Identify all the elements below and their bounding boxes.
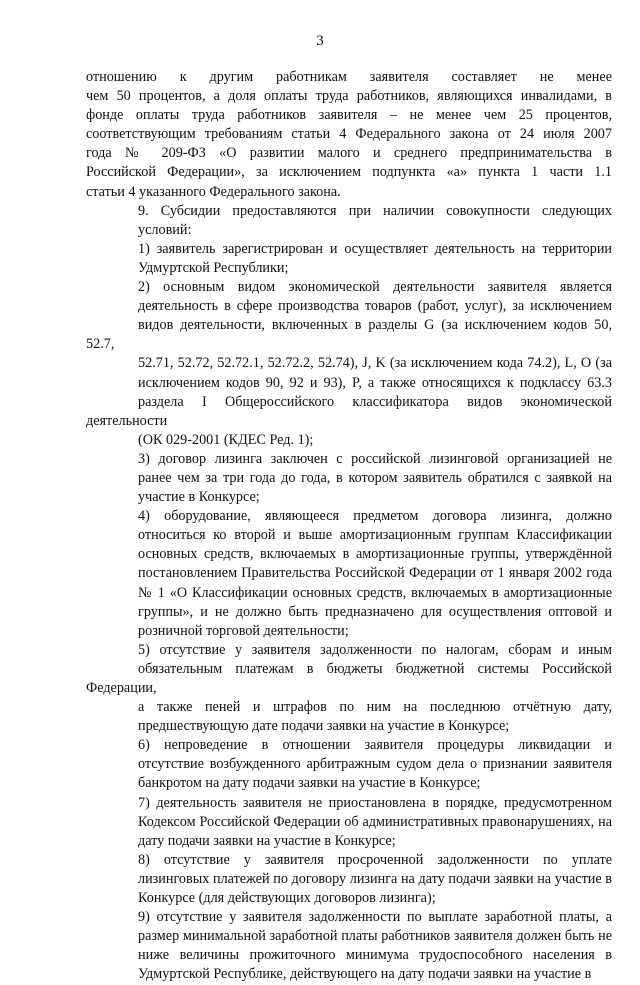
- paragraph: [86, 240, 612, 278]
- text-line: 8) отсутствие у заявителя просроченной задолженности по уплате: [138, 851, 612, 868]
- text-line: основных средств, включаемых в амортизационные группы, утверждённой: [138, 546, 612, 563]
- text-line: года № 209-ФЗ «О развитии малого и среднего предпринимательства в: [86, 145, 612, 162]
- paragraph: [86, 68, 612, 202]
- text-line: Удмуртской Республики;: [138, 259, 289, 276]
- text-line: 9) отсутствие у заявителя задолженности по выплате заработной платы, а: [138, 909, 612, 926]
- text-line: условий:: [138, 221, 192, 238]
- text-line: ранее чем за три года до года, в котором заявитель обратился с заявкой на: [138, 469, 612, 486]
- text-line: Удмуртской Республике, действующего на дату подачи заявки на участие в: [138, 966, 592, 983]
- text-line: 1) заявитель зарегистрирован и осуществляет деятельность на территории: [138, 240, 612, 257]
- text-line: относиться ко второй и выше амортизационным группам Классификации: [138, 527, 612, 544]
- text-line: 5) отсутствие у заявителя задолженности по налогам, сборам и иным: [138, 641, 612, 658]
- page-number: 3: [316, 33, 324, 49]
- text-line: а также пеней и штрафов по ним на последнюю отчётную дату,: [138, 699, 612, 716]
- text-line: 9. Субсидии предоставляются при наличии совокупности следующих: [138, 202, 612, 219]
- text-line: деятельность в сфере производства товаров (работ, услуг), за исключением: [138, 298, 612, 315]
- text-line: Кодексом Российской Федерации об административных правонарушениях, на: [138, 813, 612, 830]
- text-line: (ОК 029-2001 (КДЕС Ред. 1);: [138, 431, 314, 448]
- text-line: постановлением Правительства Российской Федерации от 1 января 2002 года: [138, 565, 612, 582]
- paragraph: [86, 278, 612, 450]
- paragraph: [86, 202, 612, 240]
- text-line: 52.71, 52.72, 52.72.1, 52.72.2, 52.74), J, K (за исключением кода 74.2), L, O (за: [138, 355, 612, 372]
- text-line: Конкурсе (для действующих договоров лизинга);: [138, 890, 436, 907]
- paragraph: [86, 908, 612, 984]
- text-line: раздела I Общероссийского классификатора видов экономической деятельности: [86, 393, 612, 429]
- paragraph: [86, 641, 612, 736]
- paragraph: [86, 851, 612, 908]
- text-line: отсутствие возбужденного арбитражным судом дела о признании заявителя: [138, 756, 612, 773]
- text-line: дату подачи заявки на участие в Конкурсе;: [138, 832, 396, 849]
- text-line: отношению к другим работникам заявителя составляет не менее: [86, 69, 612, 85]
- text-line: банкротом на дату подачи заявки на участие в Конкурсе;: [138, 775, 481, 792]
- text-line: лизинговых платежей по договору лизинга на дату подачи заявки на участие в: [138, 870, 612, 887]
- text-line: размер минимальной заработной платы работников заявителя должен быть не: [138, 928, 612, 945]
- text-line: Российской Федерации», за исключением подпункта «а» пункта 1 части 1.1: [86, 164, 612, 181]
- text-line: 2) основным видом экономической деятельности заявителя является: [138, 279, 612, 296]
- text-line: ниже величины прожиточного минимума трудоспособного населения в: [138, 947, 612, 964]
- paragraph: [86, 736, 612, 793]
- text-line: 3) договор лизинга заключен с российской лизинговой организацией не: [138, 450, 612, 467]
- paragraph: [86, 450, 612, 507]
- text-line: соответствующим требованиям статьи 4 Федерального закона от 24 июля 2007: [86, 126, 612, 143]
- text-line: статьи 4 указанного Федерального закона.: [86, 183, 341, 200]
- text-line: видов деятельности, включенных в разделы G (за исключением кодов 50, 52.7,: [86, 317, 612, 353]
- document-body: [86, 68, 612, 985]
- text-line: чем 50 процентов, а доля оплаты труда работников, являющихся инвалидами, в: [86, 88, 612, 105]
- text-line: 6) непроведение в отношении заявителя процедуры ликвидации и: [138, 737, 612, 754]
- text-line: исключением кодов 90, 92 и 93), P, а также относящихся к подклассу 63.3: [138, 374, 612, 391]
- text-line: группы», и не должно быть предназначено для осуществления оптовой и: [138, 603, 612, 620]
- text-line: № 1 «О Классификации основных средств, включаемых в амортизационные: [138, 584, 612, 601]
- text-line: 4) оборудование, являющееся предметом договора лизинга, должно: [138, 508, 612, 525]
- text-line: фонде оплаты труда работников заявителя – не менее чем 25 процентов,: [86, 107, 612, 124]
- text-line: 7) деятельность заявителя не приостановлена в порядке, предусмотренном: [138, 794, 612, 811]
- text-line: розничной торговой деятельности;: [138, 622, 349, 639]
- text-line: участие в Конкурсе;: [138, 489, 260, 506]
- paragraph: [86, 507, 612, 641]
- text-line: предшествующую дате подачи заявки на участие в Конкурсе;: [138, 718, 510, 735]
- text-line: обязательным платежам в бюджеты бюджетной системы Российской Федерации,: [86, 660, 612, 696]
- paragraph: [86, 794, 612, 851]
